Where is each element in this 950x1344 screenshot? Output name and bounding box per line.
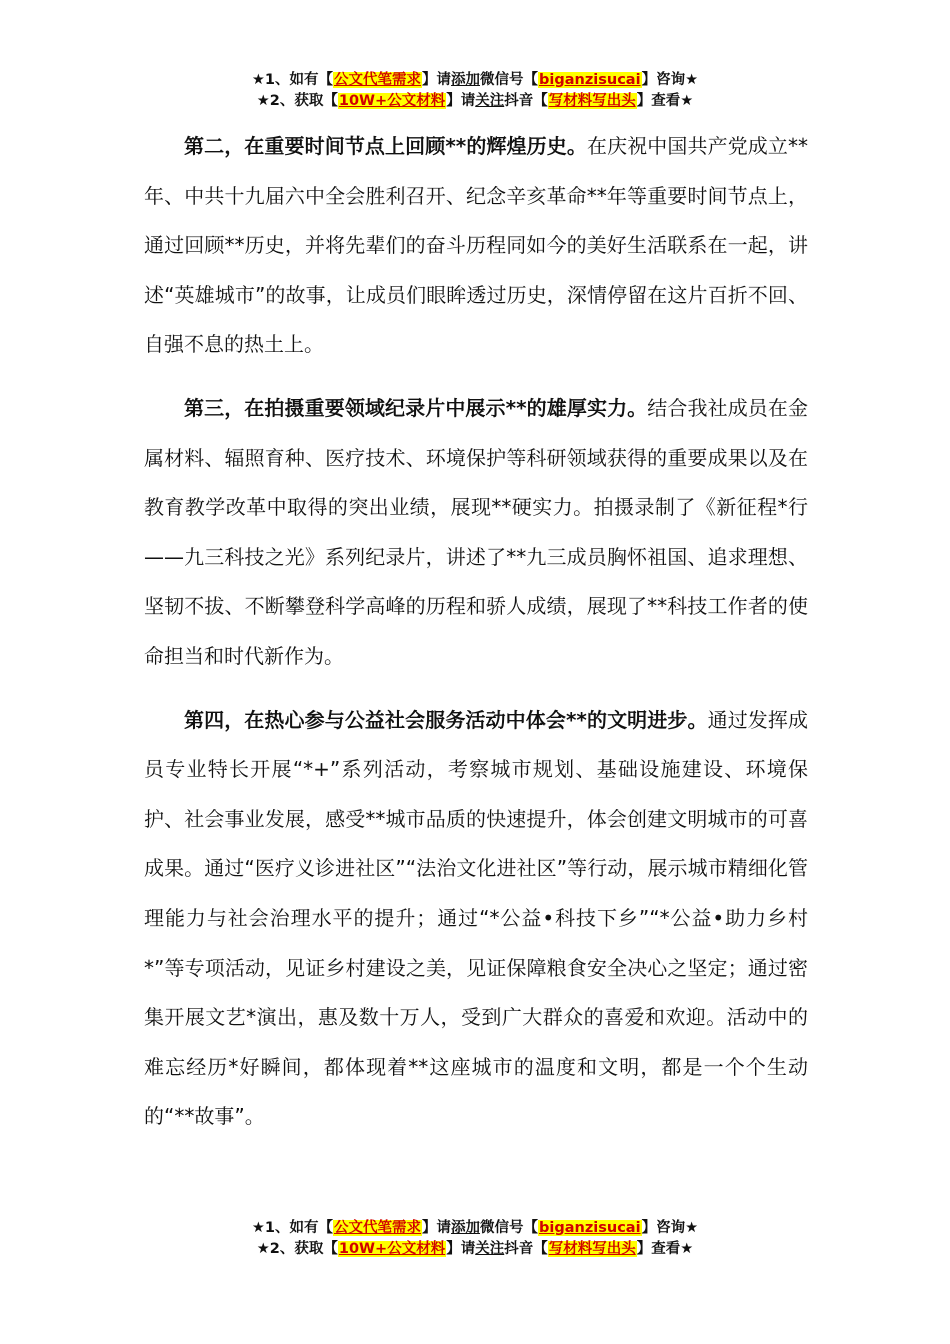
banner-text: 关注: [475, 93, 505, 109]
banner-text: ★1、如有【: [251, 1220, 334, 1236]
materials-highlight: 10W+公文材料: [338, 1241, 446, 1257]
paragraph-body: 通过发挥成员专业特长开展“*+”系列活动，考察城市规划、基础设施建设、环境保护、社会事业发展，感受**城市品质的快速提升，体会创建文明城市的可喜成果。通过“医疗义诊进社区”“法治文化进社区”等行动，展示城市精细化管理能力与社会治理水平的提升；通过“*公益•科技下乡”“*公益•助力乡村*”等专项活动，见证乡村建设之美，见证保障粮食安全决心之坚定；通过密集开展文艺*演出，惠及数十万人，受到广大群众的喜爱和欢迎。活动中的难忘经历*好瞬间，都体现着**这座城市的温度和文明，都是一个个生动的“**故事”。: [144, 707, 809, 1129]
banner-text: 微信号【: [480, 1220, 539, 1236]
banner-text: 】查看★: [636, 1241, 694, 1257]
paragraph-lead: 第三，在拍摄重要领域纪录片中展示**的雄厚实力。: [184, 395, 648, 420]
wechat-id-highlight: biganzisucai: [539, 72, 641, 88]
banner-text: 抖音【: [504, 93, 548, 109]
banner-text: ★2、获取【: [256, 93, 338, 109]
banner-text: 】请: [446, 1241, 476, 1257]
banner-text: 添加: [451, 72, 481, 88]
banner-text: 微信号【: [480, 72, 539, 88]
banner-text: 】请: [422, 1220, 452, 1236]
douyin-account-highlight: 写材料写出头: [548, 93, 636, 109]
ghostwriting-highlight: 公文代笔需求: [334, 72, 422, 88]
header-banner: [0, 70, 950, 112]
banner-line-2: [0, 91, 950, 112]
paragraph-body: 在庆祝中国共产党成立**年、中共十九届六中全会胜利召开、纪念辛亥革命**年等重要时间节点上，通过回顾**历史，并将先辈们的奋斗历程同如今的美好生活联系在一起，讲述“英雄城市”的故事，让成员们眼眸透过历史，深情停留在这片百折不回、自强不息的热土上。: [144, 134, 809, 357]
banner-text: 】查看★: [636, 93, 694, 109]
materials-highlight: 10W+公文材料: [338, 93, 446, 109]
paragraph-third: [144, 384, 808, 682]
banner-text: 】咨询★: [641, 72, 699, 88]
banner-text: 抖音【: [504, 1241, 548, 1257]
banner-line-2: [0, 1239, 950, 1260]
document-body: [144, 122, 808, 1156]
banner-text: ★2、获取【: [256, 1241, 338, 1257]
douyin-account-highlight: 写材料写出头: [548, 1241, 636, 1257]
ghostwriting-highlight: 公文代笔需求: [334, 1220, 422, 1236]
paragraph-second: [144, 122, 808, 370]
banner-text: 关注: [475, 1241, 505, 1257]
banner-text: 添加: [451, 1220, 481, 1236]
banner-text: 】请: [446, 93, 476, 109]
paragraph-fourth: [144, 696, 808, 1142]
banner-text: ★1、如有【: [251, 72, 334, 88]
banner-text: 】咨询★: [641, 1220, 699, 1236]
banner-line-1: [0, 70, 950, 91]
paragraph-lead: 第四，在热心参与公益社会服务活动中体会**的文明进步。: [184, 707, 708, 732]
paragraph-body: 结合我社成员在金属材料、辐照育种、医疗技术、环境保护等科研领域获得的重要成果以及在教育教学改革中取得的突出业绩，展现**硬实力。拍摄录制了《新征程*行——九三科技之光》系列纪录片，讲述了**九三成员胸怀祖国、追求理想、坚韧不拔、不断攀登科学高峰的历程和骄人成绩，展现了**科技工作者的使命担当和时代新作为。: [144, 395, 808, 668]
banner-line-1: [0, 1218, 950, 1239]
footer-banner: [0, 1218, 950, 1260]
paragraph-lead: 第二，在重要时间节点上回顾**的辉煌历史。: [184, 134, 587, 158]
banner-text: 】请: [422, 72, 452, 88]
wechat-id-highlight: biganzisucai: [539, 1220, 641, 1236]
